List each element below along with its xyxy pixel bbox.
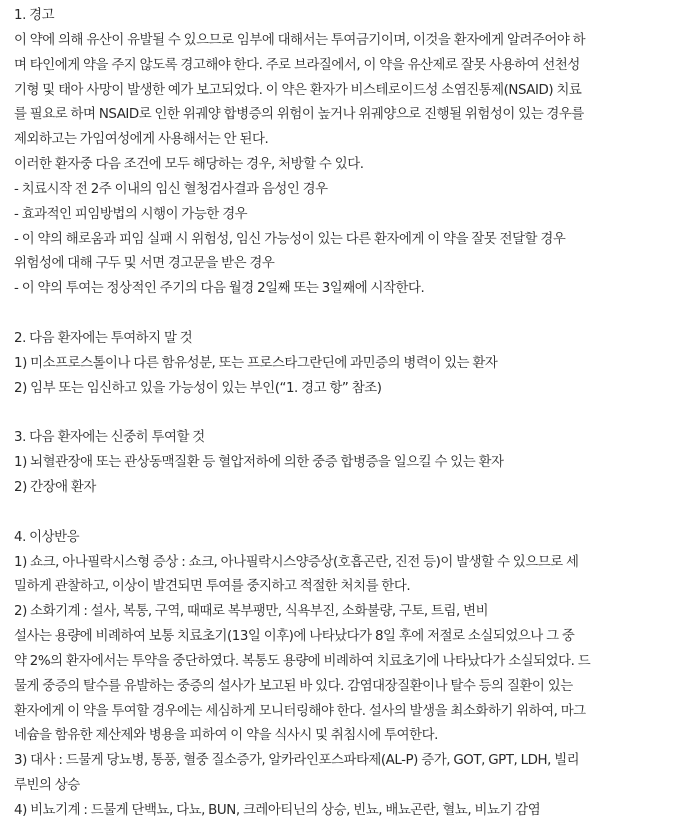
section-precautions xyxy=(14,426,686,501)
section-gap xyxy=(14,402,686,427)
text-line: 를 필요로 하며 NSAID로 인한 위궤양 합병증의 위험이 높거나 위궤양으로 진행될 위험성이 있는 경우를 xyxy=(14,107,584,123)
text-line: 기형 및 태아 사망이 발생한 예가 보고되었다. 이 약은 환자가 비스테로이드성 소염진통제(NSAID) 치료 xyxy=(14,82,582,98)
text-line: 루빈의 상승 xyxy=(14,778,80,794)
text-line: 위험성에 대해 구두 및 서면 경고문을 받은 경우 xyxy=(14,256,275,272)
text-line: 환자에게 이 약을 투여할 경우에는 세심하게 모니터링해야 한다. 설사의 발생을 최소화하기 위하여, 마그 xyxy=(14,703,586,719)
text-line: 4) 비뇨기계 : 드물게 단백뇨, 다뇨, BUN, 크레아티닌의 상승, 빈뇨, 배뇨곤란, 혈뇨, 비뇨기 감염 xyxy=(14,803,541,818)
section-contraindications xyxy=(14,327,686,402)
section-adverse-reactions xyxy=(14,526,686,824)
section-gap xyxy=(14,302,686,327)
section-heading: 4. 이상반응 xyxy=(14,529,80,545)
text-line: 2) 임부 또는 임신하고 있을 가능성이 있는 부인(“1. 경고 항” 참조) xyxy=(14,380,382,396)
text-line: 1) 미소프로스톨이나 다른 함유성분, 또는 프로스타그란딘에 과민증의 병력이 있는 환자 xyxy=(14,355,498,371)
text-line: 1) 쇼크, 아나필락시스형 증상 : 쇼크, 아나필락시스양증상(호흡곤란, 진전 등)이 발생할 수 있으므로 세 xyxy=(14,554,579,570)
text-line: 제외하고는 가임여성에게 사용해서는 안 된다. xyxy=(14,132,269,148)
text-line: 며 타인에게 약을 주지 않도록 경고해야 한다. 주로 브라질에서, 이 약을 유산제로 잘못 사용하여 선천성 xyxy=(14,57,580,73)
text-line: - 효과적인 피임방법의 시행이 가능한 경우 xyxy=(14,206,248,222)
text-line: - 이 약의 해로움과 피임 실패 시 위험성, 임신 가능성이 있는 다른 환자에게 이 약을 잘못 전달할 경우 xyxy=(14,231,566,247)
text-line: - 치료시작 전 2주 이내의 임신 혈청검사결과 음성인 경우 xyxy=(14,181,328,197)
text-line: 1) 뇌혈관장애 또는 관상동맥질환 등 혈압저하에 의한 중증 합병증을 일으킬 수 있는 환자 xyxy=(14,455,504,471)
section-warning xyxy=(14,4,686,302)
text-line: 3) 대사 : 드물게 당뇨병, 통풍, 혈중 질소증가, 알카라인포스파타제(AL-P) 증가, GOT, GPT, LDH, 빌리 xyxy=(14,753,580,769)
section-gap xyxy=(14,501,686,526)
text-line: 약 2%의 환자에서는 투약을 중단하였다. 복통도 용량에 비례하여 치료초기에 나타났다가 소실되었다. 드 xyxy=(14,653,591,669)
section-heading: 2. 다음 환자에는 투여하지 말 것 xyxy=(14,330,193,346)
text-line: 네슘을 함유한 제산제와 병용을 피하여 이 약을 식사시 및 취침시에 투여한다. xyxy=(14,728,438,744)
text-line: 이 약에 의해 유산이 유발될 수 있으므로 임부에 대해서는 투여금기이며, 이것을 환자에게 알려주어야 하 xyxy=(14,32,586,48)
text-line: 물게 중증의 탈수를 유발하는 중증의 설사가 보고된 바 있다. 감염대장질환이나 탈수 등의 질환이 있는 xyxy=(14,678,573,694)
text-line: 밀하게 관찰하고, 이상이 발견되면 투여를 중지하고 적절한 처치를 한다. xyxy=(14,579,411,595)
text-line: 2) 소화기계 : 설사, 복통, 구역, 때때로 복부팽만, 식욕부진, 소화불량, 구토, 트림, 변비 xyxy=(14,604,489,620)
section-heading: 1. 경고 xyxy=(14,8,55,23)
text-line: 이러한 환자중 다음 조건에 모두 해당하는 경우, 처방할 수 있다. xyxy=(14,157,364,173)
text-line: 설사는 용량에 비례하여 보통 치료초기(13일 이후)에 나타났다가 8일 후에 저절로 소실되었으나 그 중 xyxy=(14,629,575,645)
text-line: 2) 간장애 환자 xyxy=(14,480,96,496)
section-heading: 3. 다음 환자에는 신중히 투여할 것 xyxy=(14,430,205,446)
document-body xyxy=(14,4,686,824)
text-line: - 이 약의 투여는 정상적인 주기의 다음 월경 2일째 또는 3일째에 시작한다. xyxy=(14,281,425,297)
